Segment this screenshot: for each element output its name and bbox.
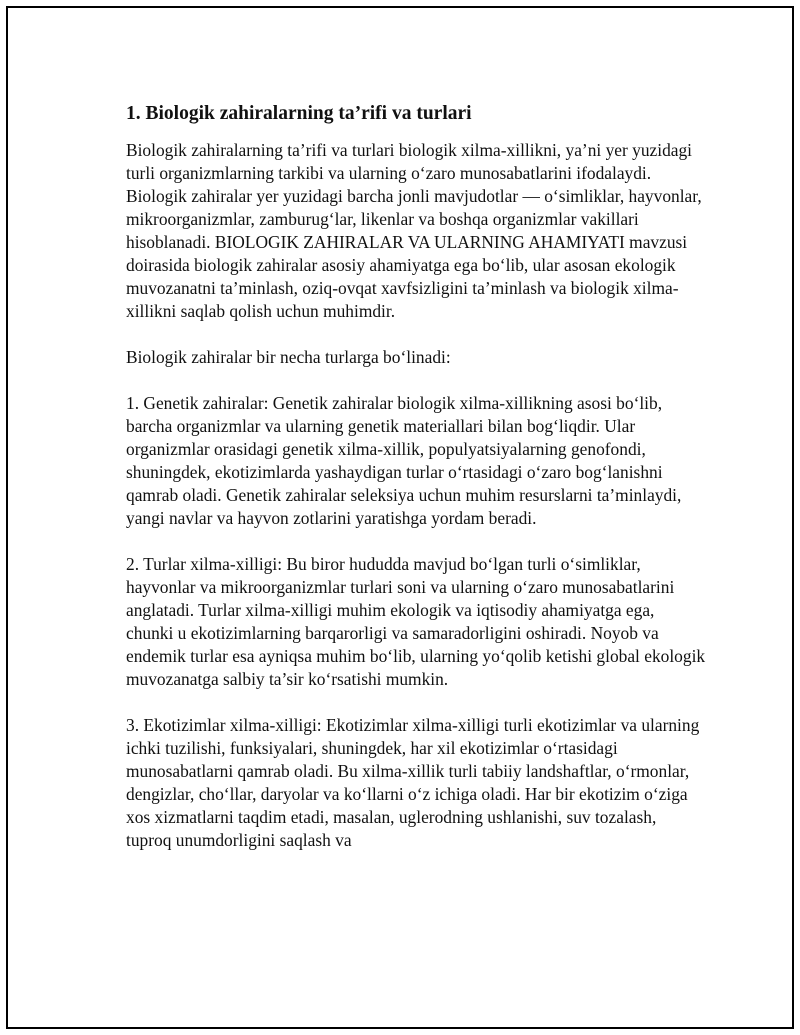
types-intro-paragraph: Biologik zahiralar bir necha turlarga bo‘linadi: [126,347,451,367]
genetic-reserves-paragraph: 1. Genetik zahiralar: Genetik zahiralar biologik xilma-xillikning asosi bo‘lib, barcha organizmlar va ularning genetik materiallari bilan bog‘liqdir. Ular organizmlar orasidagi genetik xilma-xillik, populyatsiyalarning genofondi, shuningdek, ekotizimlarda yashaydigan turlar o‘rtasidagi o‘zaro bog‘lanishni qamrab oladi. Genetik zahiralar seleksiya uchun muhim resurslarni ta’minlaydi, yangi navlar va hayvon zotlarini yaratishga yordam beradi. [126,393,682,528]
ecosystem-diversity-paragraph: 3. Ekotizimlar xilma-xilligi: Ekotizimlar xilma-xilligi turli ekotizimlar va ularning ichki tuzilishi, funksiyalari, shuningdek, har xil ekotizimlar o‘rtasidagi munosabatlarni qamrab oladi. Bu xilma-xillik turli tabiiy landshaftlar, o‘rmonlar, dengizlar, cho‘llar, daryolar va ko‘llarni o‘z ichiga oladi. Har bir ekotizim o‘ziga xos xizmatlarni taqdim etadi, masalan, uglerodning ushlanishi, suv tozalash, tuproq unumdorligini saqlash va [126,715,700,850]
species-diversity-paragraph: 2. Turlar xilma-xilligi: Bu biror hududda mavjud bo‘lgan turli o‘simliklar, hayvonlar va mikroorganizmlar turlari soni va ularning o‘zaro munosabatlarini anglatadi. Turlar xilma-xilligi muhim ekologik va iqtisodiy ahamiyatga ega, chunki u ekotizimlarning barqarorligi va samaradorligini oshiradi. Noyob va endemik turlar esa ayniqsa muhim bo‘lib, ularning yo‘qolib ketishi global ekologik muvozanatga salbiy ta’sir ko‘rsatishi mumkin. [126,554,706,689]
document-body [126,100,706,875]
section-heading: 1. Biologik zahiralarning ta’rifi va turlari [126,103,472,124]
page-frame [6,6,794,1029]
intro-paragraph: Biologik zahiralarning ta’rifi va turlari biologik xilma-xillikni, ya’ni yer yuzidagi turli organizmlarning tarkibi va ularning o‘zaro munosabatlarini ifodalaydi. Biologik zahiralar yer yuzidagi barcha jonli mavjudotlar — o‘simliklar, hayvonlar, mikroorganizmlar, zamburug‘lar, likenlar va boshqa organizmlar vakillari hisoblanadi. BIOLOGIK ZAHIRALAR VA ULARNING AHAMIYATI mavzusi doirasida biologik zahiralar asosiy ahamiyatga ega bo‘lib, ular asosan ekologik muvozanatni ta’minlash, oziq-ovqat xavfsizligini ta’minlash va biologik xilma-xillikni saqlab qolish uchun muhimdir. [126,140,702,321]
